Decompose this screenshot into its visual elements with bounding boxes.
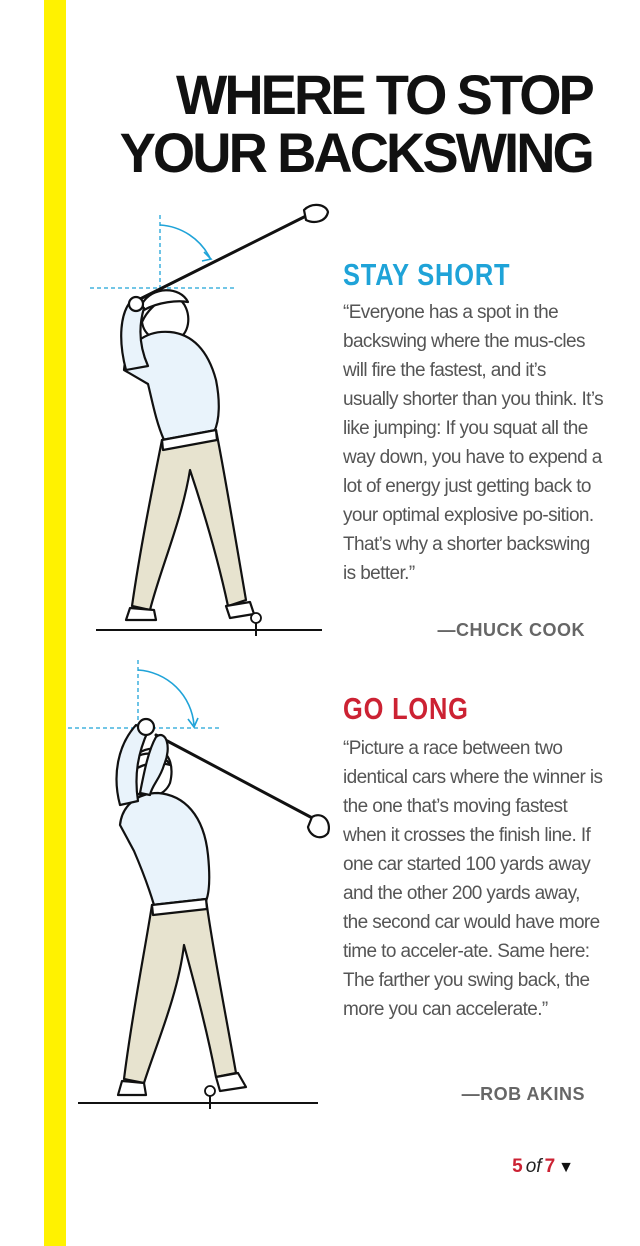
go-long-heading: GO LONG [343,691,469,726]
page-indicator[interactable] [512,1156,574,1178]
go-long-quote: “Picture a race between two identical cars where the winner is the one that’s moving fastest when it crosses the finish line. If one car started 100 yards away and the other 200 yards away, the second car would have more time to acceler-ate. Same here: The farther you swing back, the more you can accelerate.” [343,738,603,1020]
current-page: 5 [512,1156,523,1177]
long-backswing-illustration [60,655,340,1115]
title-line-1: WHERE TO STOP [176,63,592,126]
triangle-down-icon[interactable]: ▼ [558,1159,574,1176]
go-long-attribution: —ROB AKINS [461,1084,585,1104]
stay-short-attribution: —CHUCK COOK [437,620,585,640]
title-line-2: YOUR BACKSWING [119,121,592,184]
stay-short-heading: STAY SHORT [343,257,511,292]
page-title [119,63,592,184]
total-pages: 7 [544,1156,556,1177]
pager-of: of [525,1156,542,1177]
stay-short-quote: “Everyone has a spot in the backswing where the mus-cles will fire the fastest, and it’s usually shorter than you think. It’s like jumping: If you squat all the way down, you have to expend a lot of energy just getting back to your optimal explosive po-sition. That’s why a shorter backswing is better.” [343,302,604,584]
short-backswing-illustration [60,200,340,640]
